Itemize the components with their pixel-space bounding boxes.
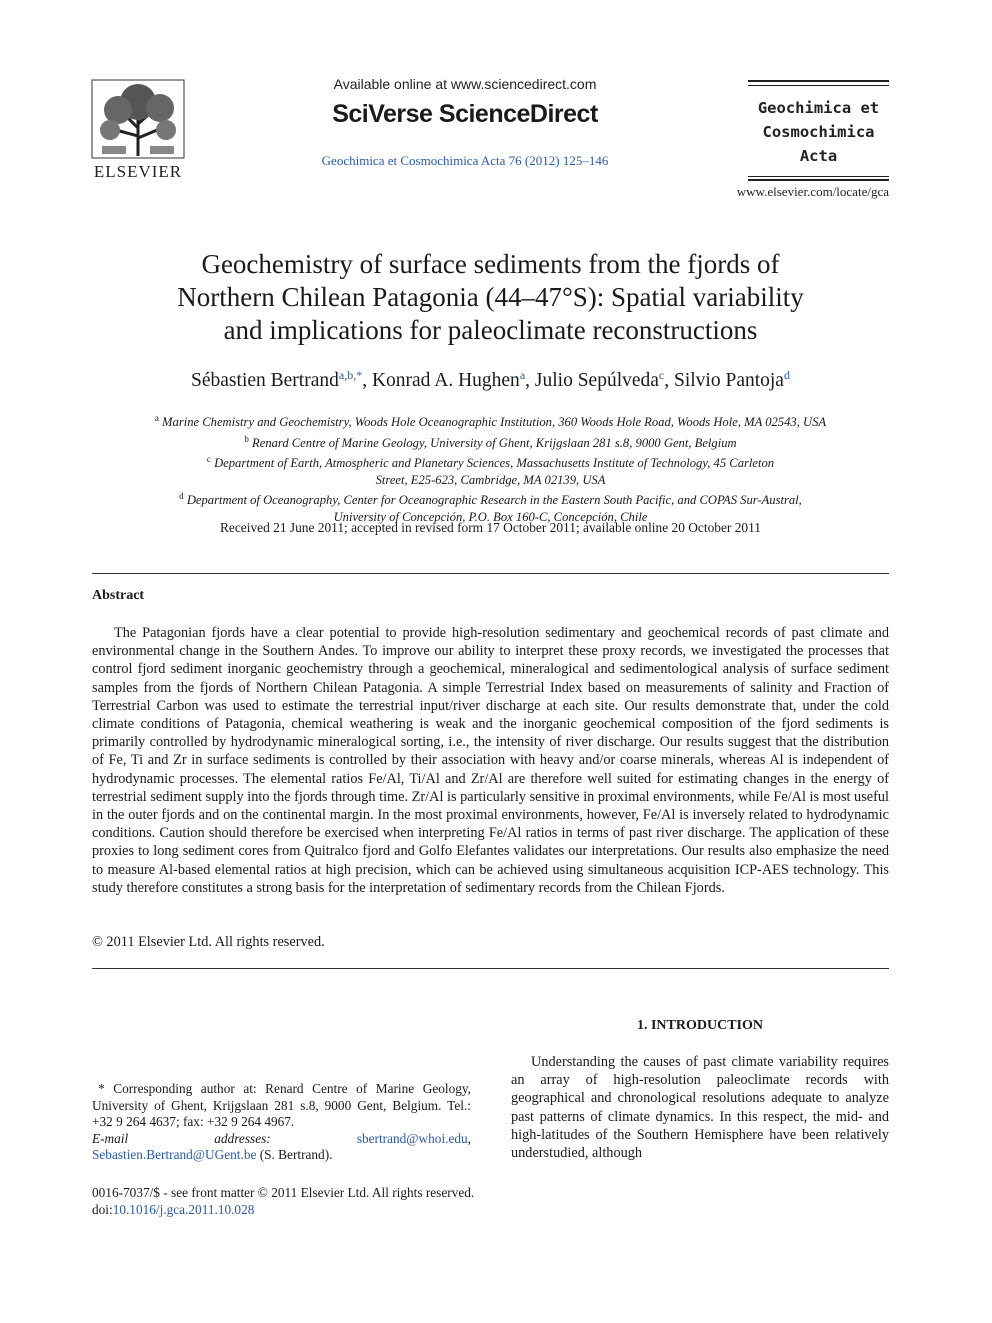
section-heading: 1. INTRODUCTION <box>636 1018 763 1033</box>
issn-doi-block <box>92 1184 512 1218</box>
journal-rule-top-thin <box>748 85 889 86</box>
title-line: Geochemistry of surface sediments from the fjords of <box>201 249 780 279</box>
abstract-bottom-divider <box>92 968 889 969</box>
article-history: Received 21 June 2011; accepted in revised form 17 October 2011; available online 20 October 2011 <box>219 520 762 535</box>
journal-title-line: Cosmochimica <box>762 123 875 141</box>
doi-line <box>92 1201 512 1218</box>
available-online-line: Available online at www.sciencedirect.com <box>333 76 597 92</box>
masthead-center <box>290 76 640 169</box>
issn-line: 0016-7037/$ - see front matter © 2011 Elsevier Ltd. All rights reserved. <box>92 1185 475 1200</box>
abstract-copyright: © 2011 Elsevier Ltd. All rights reserved. <box>92 934 325 950</box>
publisher-logo-word: ELSEVIER <box>93 162 183 181</box>
affiliation-text: Department of Earth, Atmospheric and Planetary Sciences, Massachusetts Institute of Technology, 45 Carleton <box>214 456 775 470</box>
doi-link[interactable]: 10.1016/j.gca.2011.10.028 <box>112 1202 255 1217</box>
journal-title-line: Acta <box>799 147 838 165</box>
journal-title-line: Geochimica et <box>757 99 880 117</box>
author-affiliation-mark[interactable]: c <box>658 368 665 382</box>
affiliation-item <box>92 488 889 509</box>
affiliation-text: Renard Centre of Marine Geology, University of Ghent, Krijgslaan 281 s.8, 9000 Gent, Belgium <box>252 435 737 450</box>
author-separator: , <box>525 370 535 391</box>
article-title <box>92 248 889 347</box>
journal-url[interactable]: www.elsevier.com/locate/gca <box>736 184 889 199</box>
journal-reference-link[interactable]: Geochimica et Cosmochimica Acta 76 (2012) 125–146 <box>321 153 609 168</box>
journal-rule-top <box>748 80 889 82</box>
title-line: Northern Chilean Patagonia (44–47°S): Spatial variability <box>177 282 804 312</box>
author-name[interactable]: Konrad A. Hughen <box>371 370 520 391</box>
affiliation-mark: c <box>206 454 211 464</box>
email-label: E-mail addresses: <box>92 1130 271 1146</box>
author-name[interactable]: Silvio Pantoja <box>674 370 784 391</box>
affiliation-continuation: University of Concepción, P.O. Box 160-C, Concepción, Chile <box>333 509 648 524</box>
journal-title <box>748 96 889 168</box>
abstract-top-divider <box>92 573 889 574</box>
email-tail: (S. Bertrand). <box>256 1147 333 1163</box>
author-separator: , <box>362 370 372 391</box>
journal-rule-bottom <box>748 179 889 181</box>
corresponding-author-footnote <box>92 1081 471 1164</box>
author-affiliation-mark[interactable]: d <box>783 368 790 382</box>
footnote-lead: * Corresponding author at: Renard Centre of Marine Geology, University of Ghent, Krijgslaan 281 s.8, 9000 Gent, Belgium. Tel.: +32 9 264 4637; fax: +32 9 264 4967. <box>92 1081 471 1130</box>
journal-rule-bottom-thin <box>748 176 889 177</box>
author-affiliation-mark[interactable]: a,b,* <box>338 368 363 382</box>
platform-name: SciVerse ScienceDirect <box>332 100 598 128</box>
author-name[interactable]: Sébastien Bertrand <box>191 370 339 391</box>
email-separator: , <box>467 1130 471 1146</box>
author-affiliation-mark[interactable]: a <box>519 368 526 382</box>
affiliation-mark: d <box>179 491 184 501</box>
introduction-paragraph: Understanding the causes of past climate variability requires an array of high-resolution paleoclimate records with geographical and chronological resolutions adequate to analyze past patterns of climate dynamics. In this respect, the mid- and high-latitudes of the Southern Hemisphere have been relatively understudied, although <box>511 1054 889 1162</box>
affiliation-continuation: Street, E25-623, Cambridge, MA 02139, USA <box>375 472 606 487</box>
abstract-heading: Abstract <box>92 588 145 603</box>
publisher-logo <box>88 78 188 182</box>
affiliation-mark: a <box>154 413 159 423</box>
email-link[interactable]: sbertrand@whoi.edu <box>356 1130 468 1146</box>
doi-label: doi: <box>92 1202 113 1217</box>
author-separator: , <box>664 370 674 391</box>
affiliation-item <box>92 410 889 431</box>
abstract-body: The Patagonian fjords have a clear potential to provide high-resolution sedimentary and geochemical records of past climate and environmental change in the Southern Andes. To improve our ability to interpret these proxy records, we investigated the processes that control fjord sediment inorganic geochemistry through a geochemical, mineralogical and sedimentological analysis of surface sediment samples from the fjords of Northern Chilean Patagonia. A simple Terrestrial Index based on measurements of salinity and Fraction of Terrestrial Carbon was used to estimate the terrestrial input/river discharge at each site. Our results demonstrate that, under the cold climate conditions of Patagonia, chemical weathering is weak and the inorganic geochemical composition of the fjord sediments is primarily controlled by hydrodynamic mineralogical sorting, i.e., the intensity of river discharge. Our results suggest that the distribution of Fe, Ti and Zr in surface sediments is controlled by their association with heavy and/or coarse minerals, whereas Al is independent of hydrodynamic processes. The elemental ratios Fe/Al, Ti/Al and Zr/Al are therefore well suited for estimating changes in the energy of terrestrial sediment supply into the fjords through time. Zr/Al is particularly sensitive in proximal environments, while Fe/Al is most useful in the outer fjords and on the continental margin. In the most proximal environments, however, Fe/Al is inversely related to hydrodynamic conditions. Caution should therefore be exercised when interpreting Fe/Al ratios in terms of past river discharge. The application of these proxies to long sediment cores from Quitralco fjord and Golfo Elefantes validates our interpretations. Our results also emphasize the need to measure Al-based elemental ratios at high precision, which can be achieved using simultaneous acquisition ICP-AES technology. This study therefore constitutes a strong basis for the interpretation of sedimentary records from the Chilean Fjords. <box>92 625 889 896</box>
title-line: and implications for paleoclimate reconstructions <box>223 315 758 345</box>
email-link[interactable]: Sebastien.Bertrand@UGent.be <box>92 1147 257 1163</box>
author-name[interactable]: Julio Sepúlveda <box>534 370 659 391</box>
affiliation-list <box>92 410 889 525</box>
affiliation-item <box>92 431 889 452</box>
affiliation-text: Department of Oceanography, Center for Oceanographic Research in the Eastern South Pacific, and COPAS Sur-Austral, <box>186 493 802 507</box>
affiliation-mark: b <box>244 433 249 444</box>
author-list <box>92 368 889 392</box>
elsevier-tree-icon <box>88 78 188 160</box>
affiliation-text: Marine Chemistry and Geochemistry, Woods Hole Oceanographic Institution, 360 Woods Hole Road, Woods Hole, MA 02543, USA <box>162 415 827 429</box>
affiliation-item <box>92 451 889 472</box>
